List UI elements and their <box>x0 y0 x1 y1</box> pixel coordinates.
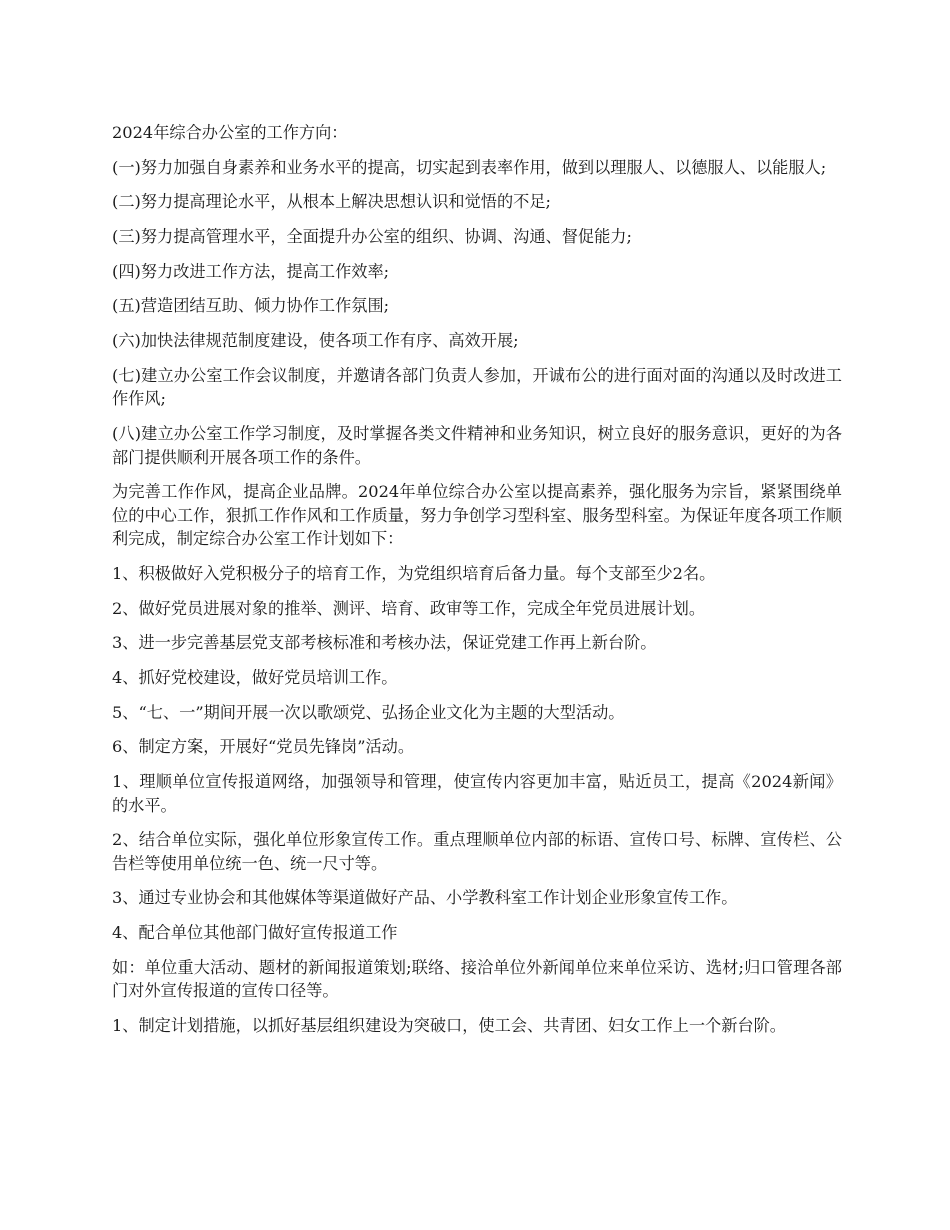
direction-item-5: (五)营造团结互助、倾力协作工作氛围; <box>112 296 390 316</box>
direction-item-3: (三)努力提高管理水平，全面提升办公室的组织、协调、沟通、督促能力; <box>112 227 632 247</box>
direction-item-7: (七)建立办公室工作会议制度，并邀请各部门负责人参加，开诚布公的进行面对面的沟通以及时改进工作作风; <box>112 365 842 409</box>
direction-item-8: (八)建立办公室工作学习制度，及时掌握各类文件精神和业务知识，树立良好的服务意识，更好的为各部门提供顺利开展各项工作的条件。 <box>112 424 842 467</box>
party-plan-item-4: 4、抓好党校建设，做好党员培训工作。 <box>112 667 398 687</box>
publicity-item-2: 2、结合单位实际，强化单位形象宣传工作。重点理顺单位内部的标语、宣传口号、标牌、宣传栏、公告栏等使用单位统一色、统一尺寸等。 <box>112 830 842 873</box>
publicity-example: 如：单位重大活动、题材的新闻报道策划;联络、接洽单位外新闻单位来单位采访、选材;归口管理各部门对外宣传报道的宣传口径等。 <box>112 957 842 1001</box>
publicity-item-4: 4、配合单位其他部门做好宣传报道工作 <box>112 923 398 943</box>
direction-item-1: (一)努力加强自身素养和业务水平的提高，切实起到表率作用，做到以理服人、以德服人、以能服人; <box>112 157 827 177</box>
publicity-item-1: 1、理顺单位宣传报道网络，加强领导和管理，使宣传内容更加丰富，贴近员工，提高《2024新闻》的水平。 <box>112 772 842 815</box>
party-plan-item-3: 3、进一步完善基层党支部考核标准和考核办法，保证党建工作再上新台阶。 <box>112 633 657 653</box>
party-plan-item-5: 5、“七、一”期间开展一次以歌颂党、弘扬企业文化为主题的大型活动。 <box>112 702 625 722</box>
intro-paragraph: 为完善工作作风，提高企业品牌。2024年单位综合办公室以提高素养，强化服务为宗旨，紧紧围绕单位的中心工作，狠抓工作作风和工作质量，努力争创学习型科室、服务型科室。为保证年度各项工作顺利完成，制定综合办公室工作计划如下： <box>112 482 842 549</box>
section-heading: 2024年综合办公室的工作方向： <box>112 123 348 142</box>
party-plan-item-2: 2、做好党员进展对象的推举、测评、培育、政审等工作，完成全年党员进展计划。 <box>112 598 706 618</box>
organization-item-1: 1、制定计划措施，以抓好基层组织建设为突破口，使工会、共青团、妇女工作上一个新台阶。 <box>112 1015 786 1035</box>
direction-item-6: (六)加快法律规范制度建设，使各项工作有序、高效开展; <box>112 331 519 351</box>
party-plan-item-6: 6、制定方案，开展好“党员先锋岗”活动。 <box>112 737 415 757</box>
direction-item-4: (四)努力改进工作方法，提高工作效率; <box>112 261 390 281</box>
direction-item-2: (二)努力提高理论水平，从根本上解决思想认识和觉悟的不足; <box>112 192 551 212</box>
document-page <box>112 121 842 1049</box>
party-plan-item-1: 1、积极做好入党积极分子的培育工作，为党组织培育后备力量。每个支部至少2名。 <box>112 563 716 583</box>
publicity-item-3: 3、通过专业协会和其他媒体等渠道做好产品、小学教科室工作计划企业形象宣传工作。 <box>112 888 738 908</box>
